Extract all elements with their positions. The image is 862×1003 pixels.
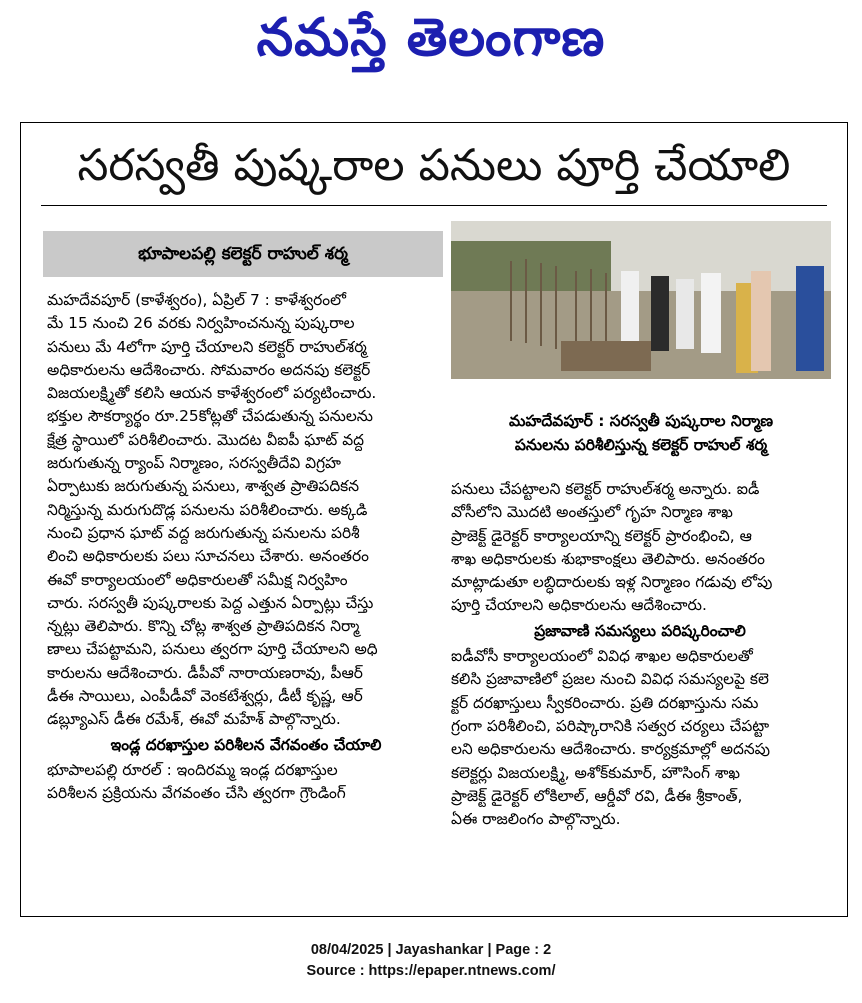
body-line: క్షేత్ర స్థాయిలో పరిశీలించారు. మొదట వీఐపీ ఘాట్ వద్ద [47, 430, 365, 449]
edition-info: 08/04/2025 | Jayashankar | Page : 2 [310, 942, 552, 958]
body-line: ప్రాజెక్ట్ డైరెక్టర్ లోకిలాల్, ఆర్డీవో రవి, డీఈ శ్రీకాంత్, [451, 786, 743, 805]
body-line: లని అధికారులను ఆదేశించారు. కార్యక్రమాల్లో అదనపు [451, 740, 770, 759]
body-line: న్నట్లు తెలిపారు. కొన్ని చోట్ల శాశ్వత ప్రాతిపదికన నిర్మా [47, 617, 360, 636]
article-headline: సరస్వతీ పుష్కరాల పనులు పూర్తి చేయాలి [77, 140, 791, 191]
body-line: కలెక్టర్లు విజయలక్ష్మి, అశోక్‌కుమార్, హౌసింగ్ శాఖ [451, 763, 741, 782]
body-line: పూర్తి చేయాలని అధికారులను ఆదేశించారు. [451, 596, 707, 615]
body-line: విజయలక్ష్మితో కలిసి ఆయన కాళేశ్వరంలో పర్యటించారు. [47, 384, 377, 403]
photo-caption-line: మహదేవపూర్ : సరస్వతీ పుష్కరాల నిర్మాణ [508, 412, 774, 430]
byline: భూపాలపల్లి కలెక్టర్ రాహుల్ శర్మ [138, 244, 348, 264]
body-line: ఈవో కార్యాలయంలో అధికారులతో సమీక్ష నిర్వహిం [47, 570, 348, 589]
body-line: నిర్మిస్తున్న మరుగుదొడ్ల పనులను పరిశీలించారు. అక్కడి [47, 500, 368, 519]
subheading-house-applications: ఇండ్ల దరఖాస్తుల పరిశీలన వేగవంతం చేయాలి [110, 735, 382, 754]
body-line: ఏఈ రాజలింగం పాల్గొన్నారు. [451, 810, 621, 829]
body-line: అధికారులను ఆదేశించారు. సోమవారం అదనపు కలెక్టర్ [47, 360, 371, 379]
body-line: గ్రంగా పరిశీలించి, పరిష్కారానికి సత్వర చర్యలు చేపట్టా [451, 716, 770, 735]
body-line: శాఖ అధికారులకు శుభాకాంక్షలు తెలిపారు. అనంతరం [451, 549, 765, 568]
body-line: చారు. సరస్వతీ పుష్కరాలకు పెద్ద ఎత్తున ఏర్పాట్లు చేస్తు [47, 593, 374, 612]
body-line: కలిసి ప్రజావాణిలో ప్రజల నుంచి వివిధ సమస్యలపై కలె [451, 670, 769, 689]
body-line: ణాలు చేపట్టామని, పనులు త్వరగా పూర్తి చేయాలని అధి [47, 640, 378, 659]
left-column [47, 289, 445, 806]
body-line: పరిశీలన ప్రక్రియను వేగవంతం చేసి త్వరగా గ్రౌండింగ్ [47, 784, 346, 803]
article-clipping [20, 122, 848, 917]
body-line: క్టర్ దరఖాస్తులు స్వీకరించారు. ప్రతి దరఖాస్తును సమ [451, 693, 759, 712]
body-line: జరుగుతున్న ర్యాంప్ నిర్మాణం, సరస్వతీదేవి విగ్రహ [47, 454, 341, 473]
right-column [451, 478, 829, 831]
body-line: భూపాలపల్లి రూరల్ : ఇందిరమ్మ ఇండ్ల దరఖాస్తుల [47, 760, 338, 779]
source-link[interactable]: Source : https://epaper.ntnews.com/ [306, 963, 556, 979]
headline-divider [41, 205, 827, 206]
page-footer [0, 940, 862, 982]
body-line: డీఈ సాయిలు, ఎంపీడీవో వెంకటేశ్వర్లు, డీటీ కృష్ణ, ఆర్ [47, 687, 363, 706]
body-line: ప్రాజెక్ట్ డైరెక్టర్ కార్యాలయాన్ని కలెక్టర్ ప్రారంభించి, ఆ [451, 526, 752, 545]
newspaper-logo: నమస్తే తెలంగాణ [256, 8, 606, 68]
body-line: భక్తుల సౌకర్యార్థం రూ.25కోట్లతో చేపడుతున్న పనులను [47, 407, 373, 426]
subheading-prajavani: ప్రజావాణి సమస్యలు పరిష్కరించాలి [534, 621, 746, 640]
photo-caption [451, 409, 831, 457]
body-line: నుంచి ప్రధాన ఘాట్ వద్ద జరుగుతున్న పనులను పరిశీ [47, 523, 360, 542]
body-line: వోసీలోని మొదటి అంతస్తులో గృహ నిర్మాణ శాఖ [451, 503, 733, 522]
masthead [0, 0, 862, 80]
body-line: ఐడీవోసీ కార్యాలయంలో వివిధ శాఖల అధికారులతో [451, 647, 753, 666]
photo-caption-line: పనులను పరిశీలిస్తున్న కలెక్టర్ రాహుల్ శర్మ [514, 436, 768, 454]
body-line: ఏర్పాటుకు జరుగుతున్న పనులు, శాశ్వత ప్రాతిపదికన [47, 477, 360, 496]
body-line: లించి అధికారులకు పలు సూచనలు చేశారు. అనంతరం [47, 547, 369, 566]
byline-box [43, 231, 443, 277]
news-photo [451, 221, 831, 379]
body-line: మాట్లాడుతూ లబ్ధిదారులకు ఇళ్ల నిర్మాణం గడువు లోపు [451, 573, 773, 592]
body-line: మే 15 నుంచి 26 వరకు నిర్వహించనున్న పుష్కరాల [47, 314, 355, 333]
body-line: పనులు చేపట్టాలని కలెక్టర్ రాహుల్‌శర్మ అన్నారు. ఐడీ [451, 480, 760, 498]
body-line: డబ్ల్యూఎస్ డీఈ రమేశ్, ఈవో మహేశ్ పాల్గొన్నారు. [47, 710, 341, 729]
body-line: కారులను ఆదేశించారు. డీపీవో నారాయణరావు, పీఆర్ [47, 663, 363, 682]
body-line: పనులు మే 4లోగా పూర్తి చేయాలని కలెక్టర్ రాహుల్‌శర్మ [47, 337, 367, 356]
body-line: మహదేవపూర్ (కాళేశ్వరం), ఏప్రిల్ 7 : కాళేశ్వరంలో [47, 291, 346, 309]
